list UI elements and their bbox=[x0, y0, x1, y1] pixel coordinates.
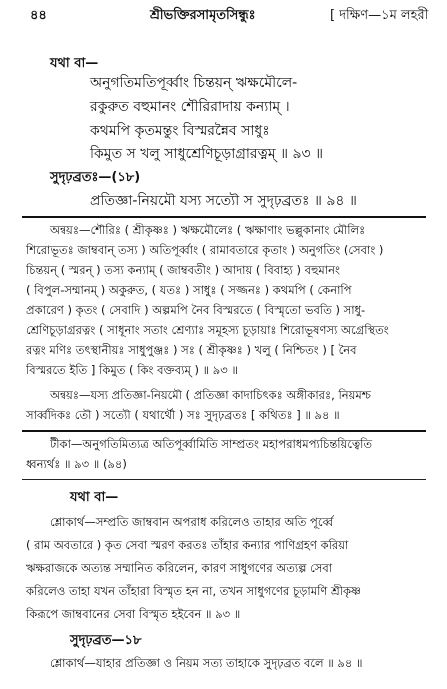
section-label: [ দক্ষিণ—১ম লহরী bbox=[330, 8, 429, 23]
bangla-line-1: শ্লোকার্থ—সম্প্রতি জাম্ববান অপরাধ করিলেও তাহার অতি পূর্ব্বে bbox=[50, 515, 334, 529]
page-header bbox=[0, 6, 447, 26]
bangla-line-5: কিরূপে জাম্ববানের সেবা বিস্মৃত হইবেন ॥ ৯৩ ॥ bbox=[26, 607, 241, 621]
page-number: ৪৪ bbox=[30, 8, 47, 23]
anvaya1-line-8: বিস্মরতে ইতি ] কিমুত ( কিং বক্তব্যম্ ) ॥ ৯৩ ॥ bbox=[26, 363, 238, 377]
divider-1 bbox=[22, 216, 426, 218]
bangla-heading: সুদৃঢ়ব্রত—১৮ bbox=[70, 633, 142, 648]
anvaya1-line-2: শিরোভূতঃ জাম্ববান্ তস্য ) অতিপূর্ব্বাং ( রামাবতারে কৃতাং ) অনুগতিং (সেবাং ) bbox=[26, 243, 384, 257]
anvaya1-line-3: চিন্তয়ন্ ( স্মরন্ ) তস্য কন্যাম্ ( জাম্ববতীং ) আদায় ( বিবাহ্য ) বহুমানং bbox=[26, 263, 340, 277]
anvaya1-line-1: অন্বয়ঃ—শৌরিঃ ( শ্রীকৃষ্ণঃ ) ঋক্ষমৌলেঃ ( ঋক্ষাণাং ভল্লুকানাং মৌলিঃ bbox=[50, 223, 366, 237]
bangla-last-line: শ্লোকার্থ—যাহার প্রতিজ্ঞা ও নিয়ম সত্য তাহাকে সুদৃঢ়ব্রত বলে ॥ ৯৪ ॥ bbox=[50, 656, 363, 670]
running-title: শ্রীভক্তিরসামৃতসিন্ধুঃ bbox=[150, 8, 256, 23]
verse94-heading: সুদৃঢ়ব্রতঃ—(১৮) bbox=[50, 170, 141, 185]
verse93-line-4: কিমুত স খলু সাধুশ্রেণিচূড়াগ্রারত্নম্ ॥ ৯৩ ॥ bbox=[90, 146, 324, 162]
bangla-line-2: ( রাম অবতারে ) কৃত সেবা স্মরণ করতঃ তাঁহার কন্যার পাণিগ্রহণ করিয়া bbox=[26, 538, 349, 552]
tika-line-2: ধ্বন্যর্থঃ ॥ ৯৩ ॥ (৯৪) bbox=[26, 457, 127, 471]
verse94-line: প্রতিজ্ঞা-নিয়মৌ যস্য সত্যৌ স সুদৃঢ়ব্রতঃ ॥ ৯৪ ॥ bbox=[90, 193, 357, 209]
divider-2 bbox=[22, 430, 426, 432]
anvaya1-line-4: ( বিপুল-সম্মানম্ ) অকুরুত, ( যতঃ ) সাধুঃ ( সজ্জনঃ ) কথমপি ( কেনাপি bbox=[26, 283, 352, 297]
verse93-line-2: রকুরুত বহুমানং শৌরিরাদায় কন্যাম্ । bbox=[90, 99, 290, 115]
bangla-line-4: করিলেও তাহা যখন তাঁহারা বিস্মৃত হন না, তখন সাধুগণের চূড়ামণি শ্রীকৃষ্ণ bbox=[26, 584, 361, 598]
anvaya1-line-6: শ্রেণিচূড়াগ্ররত্নং ( সাধূনাং সতাং শ্রেণ্যাঃ সমূহস্য চূড়ায়াঃ শিরোভূষণস্য অগ্রেস্থিতং bbox=[26, 323, 389, 337]
tika-line-1: টীকা—অনুগতিমিত্যত্র অতিপূর্ব্বামিতি সাম্প্রতং মহাপরাধমপ্যচিন্তয়িত্বেতি bbox=[50, 437, 373, 451]
anvaya2-line-1: অন্বয়ঃ—যস্য প্রতিজ্ঞা-নিয়মৌ ( প্রতিজ্ঞা কাদাচিৎকঃ অঙ্গীকারঃ, নিয়মশ্চ bbox=[50, 388, 371, 402]
anvaya1-line-7: রত্নং মণিঃ তৎস্থানীয়ঃ সাধুপুঞ্জঃ ) সঃ ( শ্রীকৃষ্ণঃ ) খলু ( নিশ্চিতং ) [ নৈব bbox=[26, 343, 357, 357]
anvaya2-line-2: সার্ব্বদিকঃ তৌ ) সত্যৌ ( যথার্থৌ ) সঃ সুদৃঢ়ব্রতঃ [ কথিতঃ ] ॥ ৯৪ ॥ bbox=[26, 408, 340, 422]
anvaya1-line-5: প্রকারেণ ) কৃতং ( সেবাদি ) অল্পমপি নৈব বিস্মরতে ( বিস্মৃতো ভবতি ) সাধু- bbox=[26, 303, 366, 317]
bangla-lead: যথা বা— bbox=[70, 490, 119, 505]
divider-3 bbox=[22, 479, 426, 480]
verse93-lead: যথা বা— bbox=[50, 56, 99, 71]
verse93-line-1: অনুগতিমতিপূর্ব্বাং চিন্তয়ন্ ঋক্ষমৌলে- bbox=[90, 75, 298, 91]
bangla-line-3: ঋক্ষরাজকে অত্যন্ত সম্মানিত করিলেন, কারণ সাধুগণের অত্যল্প সেবা bbox=[26, 561, 333, 575]
verse93-line-3: কথমপি কৃতমন্তুং বিস্মরন্নৈব সাধুঃ bbox=[90, 123, 270, 139]
